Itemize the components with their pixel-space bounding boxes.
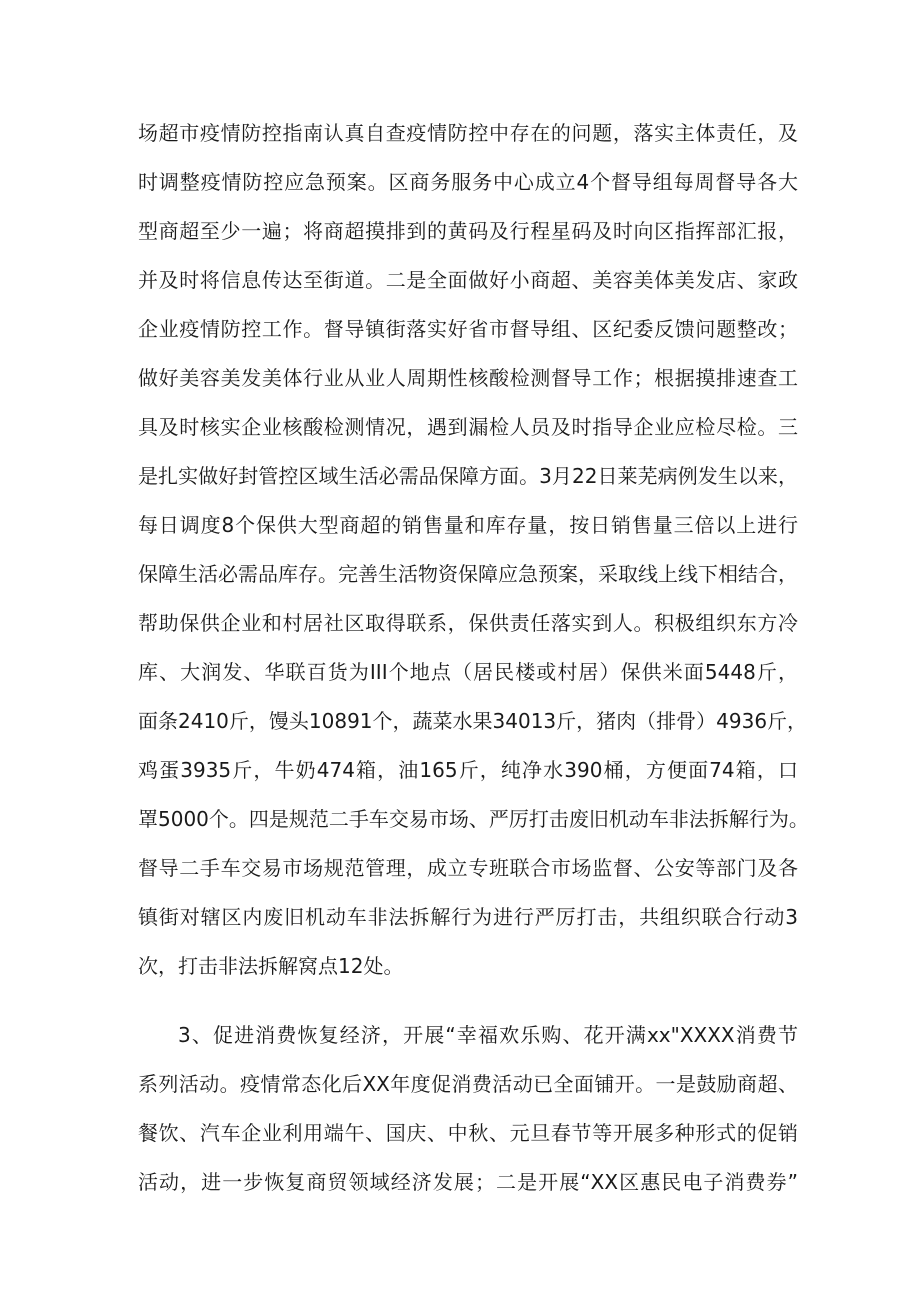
- paragraph-1-line-4: 并及时将信息传达至街道。二是全面做好小商超、美容美体美发店、家政: [138, 268, 798, 292]
- paragraph-1-line-5: 企业疫情防控工作。督导镇街落实好省市督导组、区纪委反馈问题整改；: [138, 317, 798, 341]
- paragraph-1-line-3: 型商超至少一遍；将商超摸排到的黄码及行程星码及时向区指挥部汇报，: [138, 219, 798, 243]
- paragraph-1-line-16: 督导二手车交易市场规范管理，成立专班联合市场监督、公安等部门及各: [138, 856, 798, 880]
- paragraph-1-line-2: 时调整疫情防控应急预案。区商务服务中心成立4个督导组每周督导各大: [138, 170, 798, 194]
- paragraph-1-line-8: 是扎实做好封管控区域生活必需品保障方面。3月22日莱芜病例发生以来，: [138, 464, 798, 488]
- paragraph-1-line-18: 次，打击非法拆解窝点12处。: [138, 954, 404, 978]
- paragraph-1-line-12: 库、大润发、华联百货为III个地点（居民楼或村居）保供米面5448斤，: [138, 660, 798, 684]
- paragraph-2-line-2: 系列活动。疫情常态化后XX年度促消费活动已全面铺开。一是鼓励商超、: [138, 1072, 798, 1096]
- paragraph-1-line-11: 帮助保供企业和村居社区取得联系，保供责任落实到人。积极组织东方冷: [138, 611, 798, 635]
- paragraph-1-line-7: 具及时核实企业核酸检测情况，遇到漏检人员及时指导企业应检尽检。三: [138, 415, 798, 439]
- paragraph-2-line-4: 活动，进一步恢复商贸领域经济发展；二是开展“XX区惠民电子消费券”: [138, 1170, 798, 1194]
- body-text: [138, 118, 809, 1268]
- paragraph-1-line-6: 做好美容美发美体行业从业人周期性核酸检测督导工作；根据摸排速查工: [138, 366, 798, 390]
- paragraph-1-line-14: 鸡蛋3935斤，牛奶474箱，油165斤，纯净水390桶，方便面74箱，口: [138, 758, 798, 782]
- paragraph-2-line-3: 餐饮、汽车企业利用端午、国庆、中秋、元旦春节等开展多种形式的促销: [138, 1121, 798, 1145]
- paragraph-1-line-1: 场超市疫情防控指南认真自查疫情防控中存在的问题，落实主体责任，及: [138, 121, 798, 145]
- paragraph-1-line-15: 罩5000个。四是规范二手车交易市场、严厉打击废旧机动车非法拆解行为。: [138, 807, 809, 831]
- paragraph-1-line-10: 保障生活必需品库存。完善生活物资保障应急预案，采取线上线下相结合，: [138, 562, 798, 586]
- paragraph-1-line-9: 每日调度8个保供大型商超的销售量和库存量，按日销售量三倍以上进行: [138, 513, 798, 537]
- paragraph-1-line-13: 面条2410斤，馒头10891个，蔬菜水果34013斤，猪肉（排骨）4936斤，: [138, 709, 808, 733]
- paragraph-1-line-17: 镇街对辖区内废旧机动车非法拆解行为进行严厉打击，共组织联合行动3: [138, 905, 798, 929]
- paragraph-2-line-1: 3、促进消费恢复经济，开展“幸福欢乐购、花开满xx"XXXX消费节: [178, 1023, 798, 1047]
